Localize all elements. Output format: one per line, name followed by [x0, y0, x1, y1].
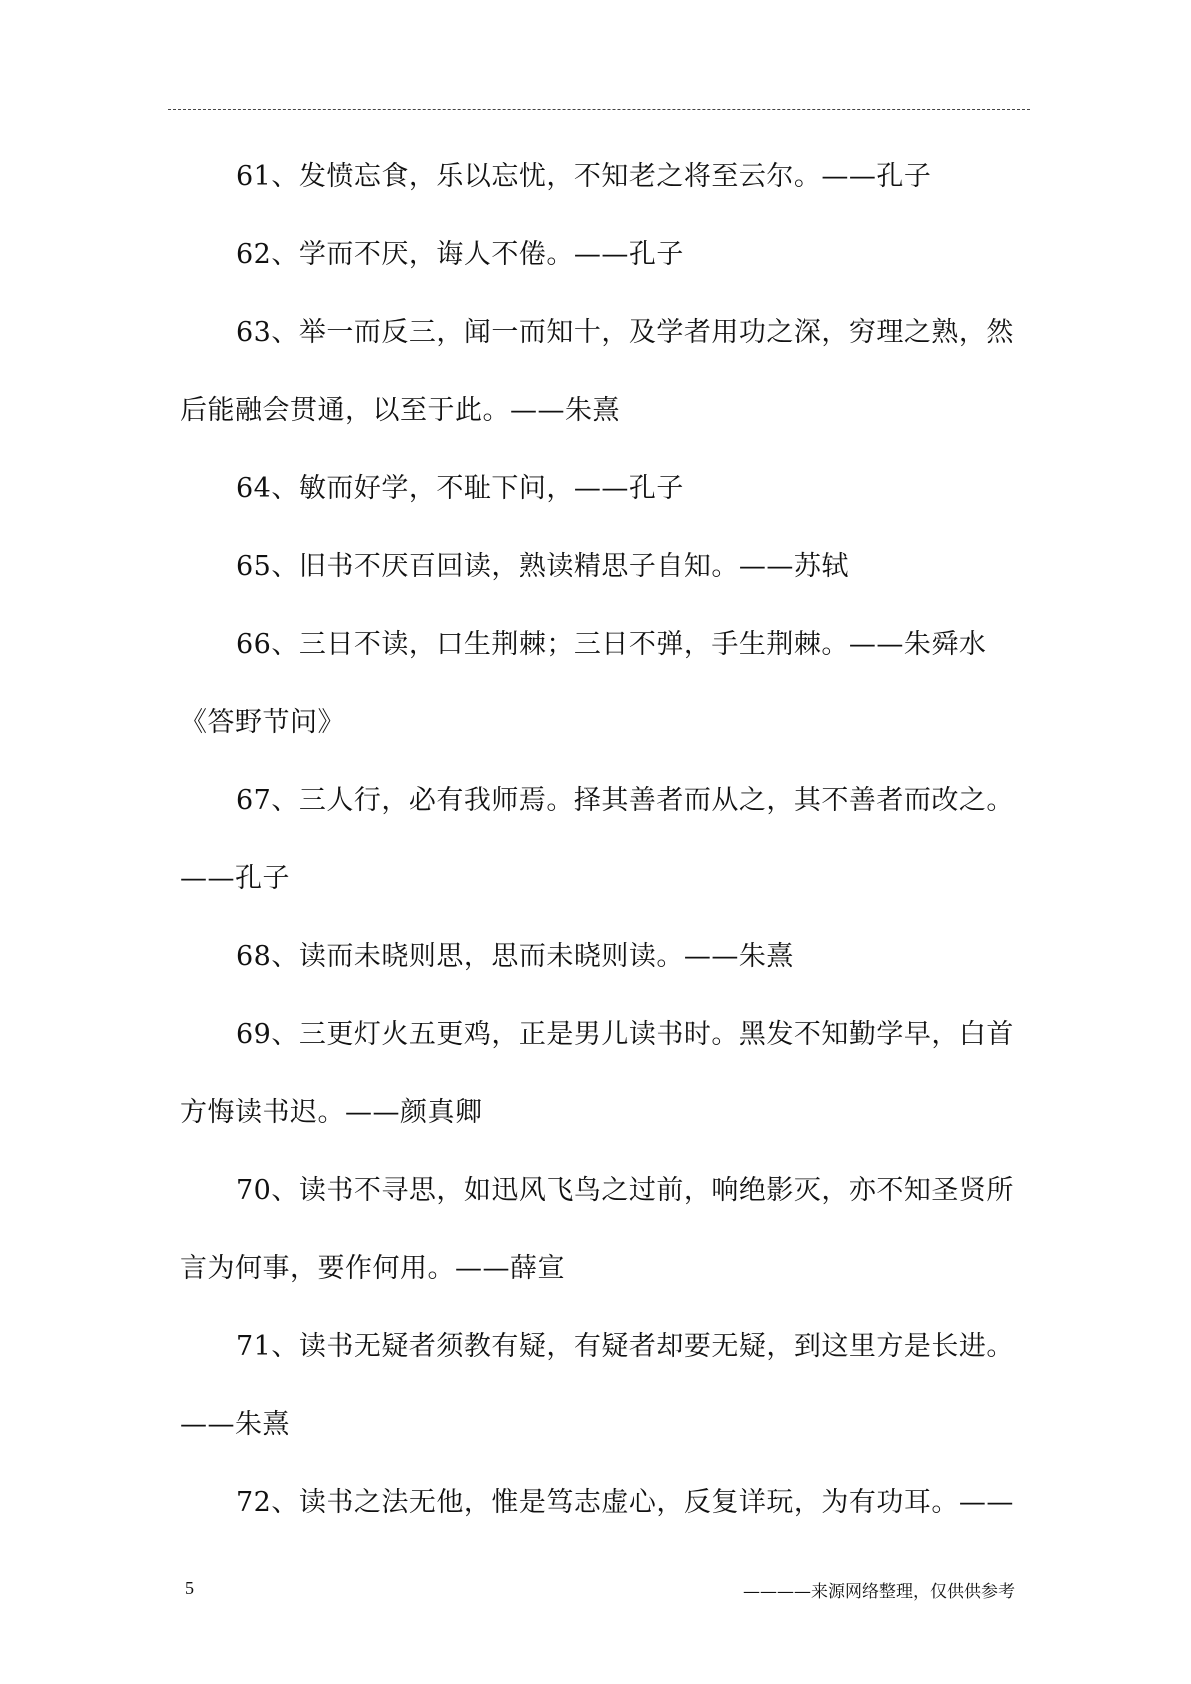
quote-72: 72、读书之法无他，惟是笃志虚心，反复详玩，为有功耳。——	[236, 1487, 1014, 1518]
quote-61: 61、发愤忘食，乐以忘忧，不知老之将至云尔。——孔子	[236, 161, 932, 192]
quote-64: 64、敏而好学，不耻下问，——孔子	[236, 473, 684, 504]
quote-71: 71、读书无疑者须教有疑，有疑者却要无疑，到这里方是长进。——朱熹	[180, 1331, 1014, 1440]
quote-list	[180, 138, 1020, 1542]
quote-70: 70、读书不寻思，如迅风飞鸟之过前，响绝影灭，亦不知圣贤所言为何事，要作何用。——薛宣	[180, 1175, 1014, 1284]
quote-63: 63、举一而反三，闻一而知十，及学者用功之深，穷理之熟，然后能融会贯通，以至于此。——朱熹	[180, 317, 1014, 426]
header-divider	[168, 109, 1030, 110]
quote-68: 68、读而未晓则思，思而未晓则读。——朱熹	[236, 941, 794, 972]
source-note: ————来源网络整理，仅供供参考	[743, 1582, 1015, 1602]
quote-65: 65、旧书不厌百回读，熟读精思子自知。——苏轼	[236, 551, 849, 582]
quote-62: 62、学而不厌，诲人不倦。——孔子	[236, 239, 684, 270]
page-number: 5	[185, 1578, 194, 1598]
quote-67: 67、三人行，必有我师焉。择其善者而从之，其不善者而改之。——孔子	[180, 785, 1014, 894]
quote-66: 66、三日不读，口生荆棘；三日不弹，手生荆棘。——朱舜水《答野节问》	[180, 629, 987, 738]
quote-69: 69、三更灯火五更鸡，正是男儿读书时。黑发不知勤学早，白首方悔读书迟。——颜真卿	[180, 1019, 1014, 1128]
